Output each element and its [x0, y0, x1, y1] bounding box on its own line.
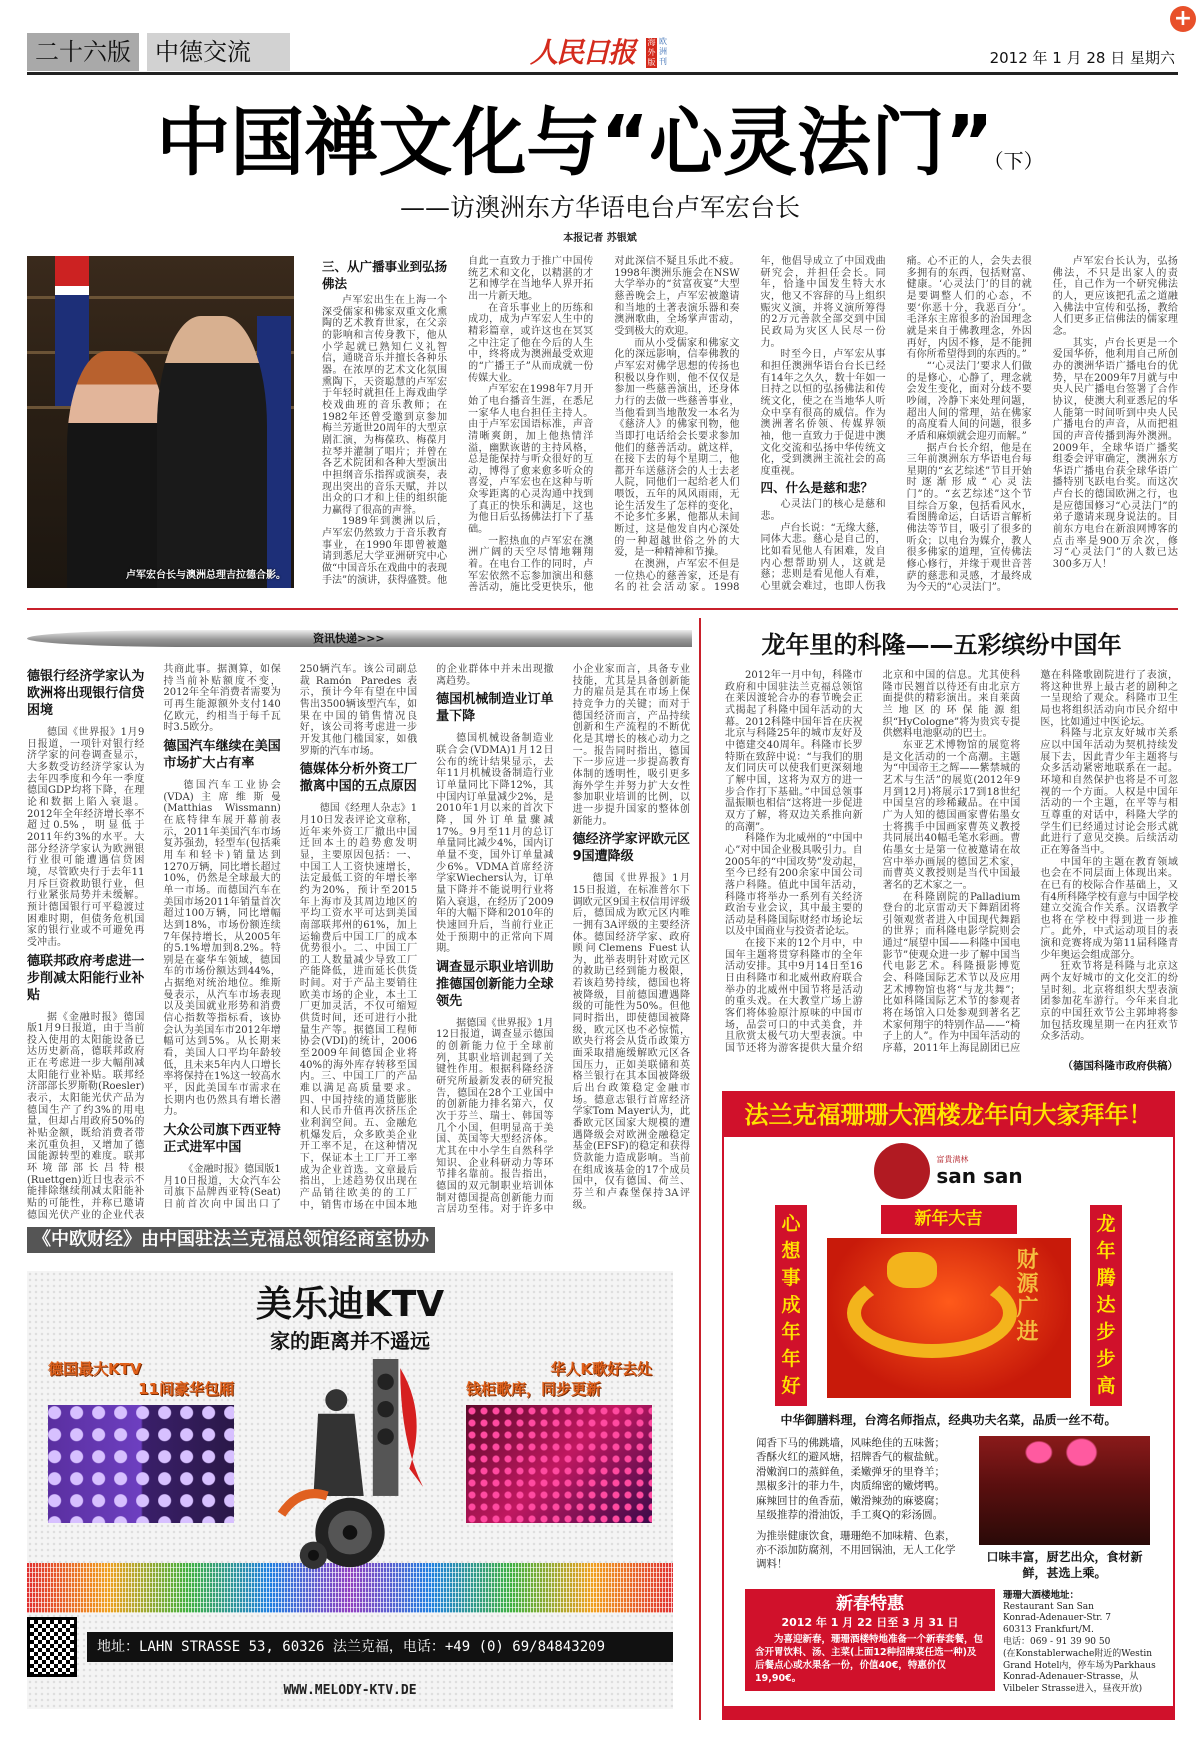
couplet-left: 心想事成年年好	[775, 1205, 807, 1406]
ktv-contact-row	[27, 1617, 673, 1677]
article-paragraph: “‘心灵法门’要求人们做的是修心，心静了，理念就会发生变化，面对分歧不要吵闹，冷静下来处理问题，超出人间的常理，站在佛家的高度看人间的问题，很多矛盾和麻烦就会迎刃而解。”	[906, 360, 1032, 442]
article-paragraph: 德国《世界报》1月15日报道，在标准普尔下调欧元区9国主权信用评级后，德国成为欧元区内唯一拥有3A评级的主要经济体。德国经济学家、政府顾问Clemens Fuest认为，此举表明针对欧元区的救助已经到能力极限，若该趋势持续，德国也将被降级，目前德国遭遇降级的可能性为50%。但他同时指出，即使德国被降级，欧元区也不必惊慌，欧央行将会从货币政策方面采取措施缓解欧元区各国压力，正如美联储和英格兰银行在其本国被降级后出台政策稳定金融市场。德意志银行首席经济学家Tom Mayer认为，此番欧元区国家大规模的遭遇降级会对欧洲金融稳定基金(EFSF)的稳定和获得贷款能力造成影响。当前在组成该基金的17个成员国中，仅有德国、荷兰、芬兰和卢森堡保持3A评级。	[572, 873, 690, 1211]
article-paragraph: 2012年一月中旬，科隆市政府和中国驻法兰克福总领馆在莱因渡轮合办的春节晚会正式揭起了科隆中国年活动的大幕。2012科隆中国年旨在庆祝北京与科隆25年的城市友好及中德建交40周年。科隆市长罗特斯在致辞中说：“与我们的朋友们同庆可以使我们更深刻地了解中国，这将为双方的进一步合作打下基础。”中国总领事温振顺也相信“这将进一步促进双方了解，将双边关系推向新的高潮”。	[725, 670, 863, 833]
article-paragraph: 德国汽车工业协会(VDA)主席维斯曼(Matthias Wissmann)在底特律车展开幕前表示，2011年美国汽车市场复苏强劲，轻型车(包括乘用车和轻卡)销量达到1270万辆，同比增长超过10%，仍然是全球最大的单一市场。而德国汽车在美国市场2011年销量首次超过100万辆，同比增幅达到18%，市场份额连续7年保持增长，从2005年的5.1%增加到8.2%。特别是在豪华车领域，德国车的市场份额达到44%，占据绝对统治地位。维斯曼表示，从汽车市场表现以及美国就业形势和消费信心指数等指标看，该协会认为美国车市2012年增幅可达到5%。从长期来看，美国人口平均年龄较低，且未来5年内人口增长率将保持在1%这一较高水平，因此美国车市需求在长期内也仍然具有增长潜力。	[163, 779, 281, 1118]
masthead-name: 人民日报	[530, 36, 635, 69]
news-brief-label: 资讯快递>>>	[313, 632, 385, 646]
article-heading: 德联邦政府考虑进一步削减太阳能行业补贴	[27, 953, 145, 1003]
article-heading: 德银行经济学家认为欧洲将出现银行信贷困境	[27, 669, 145, 719]
address-line: 电话：069 - 91 39 90 50	[1003, 1637, 1111, 1648]
singer-speaker-graphic	[255, 1359, 445, 1569]
article-heading: 四、什么是慈和悲？	[760, 480, 873, 496]
ktv-right-side	[466, 1359, 652, 1523]
article-paragraph: 德国《世界报》1月9日报道，一项针对银行经济学家的问卷调查显示，大多数受访经济学家认为去年四季度和今年一季度德国GDP均将下降，在理论和数据上陷入衰退。2012年全年经济增长率不超过0.5%，明显低于2011年约3%的水平。大部分经济学家认为欧洲银行业很可能遭遇信贷困境，尽管欧央行于去年11月斥巨资救助银行业，但行业紧张局势并未缓解。预计德国银行可平稳渡过困难时期，但债务危机国家的银行业或不可避免再受冲击。	[27, 727, 145, 948]
ktv-website[interactable]: WWW.MELODY-KTV.DE	[283, 1683, 417, 1699]
ad-title: 法兰克福珊珊大酒楼龙年向大家拜年！	[724, 1093, 1173, 1137]
greeting-center	[827, 1205, 1071, 1398]
ktv-tag: 11间豪华包厢	[138, 1380, 234, 1399]
greeting-row	[724, 1199, 1173, 1406]
article-heading: 德媒体分析外资工厂撤离中国的五点原因	[299, 762, 418, 795]
ktv-room-photo	[48, 1405, 234, 1523]
image-calligraphy: 财源广进	[1016, 1246, 1039, 1344]
article-heading: 德经济学家评欧元区9国遭降级	[572, 832, 690, 865]
news-brief-banner	[27, 630, 692, 647]
logo-chinese: 富貴满林	[936, 1154, 969, 1164]
masthead-edition: 海外版	[647, 38, 656, 67]
ktv-slogan: 家的距离并不遥远	[270, 1329, 430, 1354]
article-heading: 德国机械制造业订单量下降	[436, 692, 554, 725]
article-paragraph: 心灵法门的核心是慈和悲。	[760, 499, 886, 523]
article-paragraph: 狂欢节将是科隆与北京这两个友好城市的文化交汇的纷呈时刻。北京将组织大型表演团参加花车游行。今年来自北京的中国狂欢节公主郭坤将参加包括玫瑰星期一在内狂欢节众多活动。	[1040, 961, 1178, 1043]
page-header-area	[0, 0, 1200, 256]
article-paragraph: 时至今日，卢军宏从事和担任澳洲华语台台长已经有14年之久久，数十年如一日持之以恒的弘扬佛法和传统文化，使之在当地华人听众中享有很高的威信。作为澳洲著名侨领、传媒界领袖，他一直致力于促进中澳文化交流和弘扬中华传统文化，受到澳洲主流社会的高度重视。	[760, 349, 886, 477]
promo-body: 为喜迎新春，珊珊酒楼特地准备一个新春套餐，包含开胃饮料、汤、主菜(上面12种招牌菜任选一种)及后餐点心或水果各一份，价值40€，特惠价仅19,90€。	[755, 1633, 984, 1684]
headline-part: （下）	[993, 149, 1044, 173]
article-paragraph: 中国年的主题在教育领域也会在不同层面上体现出来。在已有的校际合作基础上，又有4所科隆学校有意与中国学校建立交流合作关系。汉语教学也将在学校中得到进一步推广。此外，中式运动项目的表演和竞赛将成为第11届科隆青少年奥运会组成部分。	[1040, 856, 1178, 961]
cologne-article-title: 龙年里的科隆——五彩缤纷中国年	[761, 631, 1122, 660]
sansan-logo	[724, 1143, 1173, 1199]
article-heading: 大众公司旗下西亚特正式进军中国	[163, 1123, 281, 1155]
plus-icon[interactable]: +	[1170, 6, 1196, 32]
article-credit: （德国科隆市政府供稿）	[1062, 1059, 1178, 1072]
header-divider	[27, 72, 1178, 75]
photo-caption: 卢军宏台长与澳洲总理吉拉德合影。	[126, 570, 286, 581]
article-paragraph: 据《金融时报》德国版1月9日报道，由于当前投入使用的太阳能设备已达历史新高，德联邦政府正在考虑进一步大幅削减太阳能行业补贴。联邦经济部部长罗斯勒(Roesler)表示，太阳能光伏产品为德国生产了约3%的用电量，但却占用政府50%的补贴金额，既给消费者带来沉重负担，又增加了德国能源转型的难度。联邦环境部部长吕特根(Ruettgen)近日也表示不能排除继续削减太阳能补贴的可能性，并称已邀请德国光伏产业的企业代表共商此事。据测算，如保持当前补贴额度不变，2012年全年消费者需要为可再生能源额外支付140亿欧元，约相当于每千瓦时3.5欧分。	[27, 664, 281, 1221]
masthead-logo	[530, 34, 680, 72]
page-title	[0, 98, 1200, 206]
main-article	[27, 256, 1178, 594]
dish-line: 滑嫩润口的蒸鲜鱼，柔嫩弹牙的里脊羊；	[756, 1465, 945, 1478]
sponsor-banner: 《中欧财经》由中国驻法兰克福总领馆经商室协办	[27, 1227, 435, 1253]
restaurant-advertisement	[722, 1091, 1175, 1720]
ktv-room-photo	[466, 1405, 652, 1523]
article-photo	[27, 256, 294, 588]
article-paragraph: 据德国《世界报》1月12日报道，调查显示德国的创新能力位于全球前列，其职业培训起到了关键性作用。根据科隆经济研究所最新发表的研究报告，德国在28个工业国中的创新能力排名第六，仅次于芬兰、瑞士、韩国等几个小国，但明显高于美国、英国等大型经济体。尤其在中小学生自然科学知识、企业科研动力等环节排名靠前。报告指出，德国的双元制职业培训体制对德国提高创新能力而言居功至伟。对于许多中小企业家而言，具备专业技能，尤其是具备创新能力的雇员是其在市场上保持竞争力的关键；而对于德国经济而言，产品持续创新和生产流程的不断优化是其增长的核心动力之一。报告同时指出，德国下一步应进一步提高教育体制的透明性，吸引更多海外学生并努力扩大女性参加职业培训的比例，以进一步提升国家的整体创新能力。	[436, 664, 690, 1216]
article-paragraph: 卢军宏在1998年7月开始了电台播音生涯，在悉尼一家华人电台担任主持人。由于卢军宏国语标准，声音清晰爽朗，加上他热情洋溢，幽默诙谐的主持风格，总是能保持与听众很好的互动，博得了愈来愈多听众的喜爱，卢军宏也在这种与听众零距离的心灵沟通中找到了真正的快乐和满足，这也为他日后弘扬佛法打下了基础。	[468, 384, 594, 536]
promotion-box	[745, 1589, 995, 1691]
issue-date: 2012 年 1 月 28 日 星期六	[989, 49, 1175, 67]
restaurant-photo	[979, 1436, 1150, 1545]
main-article-body	[322, 256, 1178, 594]
article-paragraph: 《金融时报》德国版1月10日报道，大众汽车公司旗下品牌西亚特(Seat)日前首次向中国出口了250辆汽车。该公司副总裁Ramón Paredes表示，预计今年有望在中国售出3500辆该型汽车，如果在中国的销售情况良好，该公司将考虑进一步开发其他门槛国家，如俄罗斯的汽车市场。	[163, 664, 418, 1210]
address-line: Restaurant San San	[1003, 1601, 1094, 1612]
section-divider	[27, 608, 1178, 610]
article-paragraph: 1989年到澳洲以后，卢军宏仍然致力于音乐教育事业，在1990年即曾被邀请到悉尼大学亚洲研究中心做“中国音乐在戏曲中的表现手法”的演讲，获得盛赞。他自此一直致力于推广中国传统艺术和文化，以精湛的才艺和博学在当地华人界开拓出一片新天地。	[322, 256, 594, 586]
article-paragraph: 在澳洲，卢军宏不但是一位热心的慈善家，还是有名的社会活动家。1998年，他倡导成立了中国戏曲研究会，并担任会长。同年，恰逢中国发生特大水灾，他又不容辞的马上组织赈灾义演，并将义演所筹得的2万元善款全部交到中国民政局为灾区人民尽一份力。	[614, 256, 886, 594]
promo-address-row	[724, 1581, 1173, 1706]
article-paragraph: 而从小受儒家和佛家文化的深远影响，信奉佛教的卢军宏对佛学思想的传扬也积极以身作则，他不仅仅是参加一些慈善演出，还身体力行的去做一些慈善事业，当他看到当地散发一本名为《慈济人》的佛家刊物，他当即打电话给会长要求参加他们的慈善活动。就这样，在接下去的每个星期二，他都开车送慈济会的人士去老人院，同他们一起给老人们喂饭，五年的风风雨雨，无论生活发生了怎样的变化，不论多忙多累，他都从未间断过，这是他发自内心深处的一种超越世俗之外的大爱，是一种精神和节操。	[614, 337, 740, 559]
article-paragraph: 一腔热血的卢军宏在澳洲广阔的天空尽情地翱翔着。在电台工作的同时，卢军宏依然不忘参加演出和慈善活动，施比受更快乐，他对此深信不疑且乐此不疲。1998年澳洲乐施会在NSW大学举办的“贫富夜宴”大型慈善晚会上，卢军宏被邀请和当地的土著表演乐器和奏澳洲歌曲，全场掌声雷动，受到极大的欢迎。	[468, 256, 740, 594]
article-heading: 德国汽车继续在美国市场扩大占有率	[163, 738, 281, 771]
cologne-article-body	[725, 670, 1178, 1055]
cuisine-caption: 中华御膳料理，台湾名师指点，经典功夫名菜，品质一丝不苟。	[780, 1412, 1117, 1427]
equalizer-graphic	[27, 1563, 673, 1613]
dish-line: 闻香下马的佛跳墙，风味绝佳的五味酱；	[756, 1436, 945, 1449]
ktv-left-side	[48, 1359, 234, 1523]
article-paragraph: 科隆与北京友好城市关系应以中国年活动为契机持续发展下去，因此青少年主题将与众多活动紧密地联系在一起。环境和自然保护也将是不可忽视的一个方面。人权是中国年活动的一个主题，在平等与相互尊重的对话中，科隆大学的学生们已经通过讨论会形式就此进行了意见交换。后续活动正在筹备当中。	[1040, 728, 1178, 856]
ktv-advertisement	[27, 1271, 673, 1709]
subtitle: ——访澳洲东方华语电台卢军宏台长	[399, 193, 800, 222]
dragon-dance-image	[827, 1238, 1071, 1398]
article-paragraph: 东亚艺术博物馆的展览将是文化活动的一个高潮。主题为“中国帝王之辉——紫禁城的艺术与生活”的展览(2012年9月到12月)将展示17到18世纪中国皇宫的珍稀藏品。在中国广为人知的德国画家曹佑墨女士将携手中国画家曹英义教授共同展出40幅毛笔水彩画。曹佑墨女士是第一位被邀请在故宫中举办画展的德国艺术家，而曹英义教授则是当代中国最著名的艺术家之一。	[882, 739, 1021, 891]
logo-text: san san	[936, 1163, 1023, 1188]
article-paragraph: 据卢台长介绍，他是在三年前澳洲东方华语电台每星期的“玄艺综述”节目开始时逐渐形成“心灵法门”的。“玄艺综述”这个节目综合万象，包括看风水，看图腾命运，白话语言解析佛法等节目，吸引了很多的听众；以电台为媒介，教人很多佛家的道理，宣传佛法修心修行，并缘于观世音菩萨的慈悲和灵感，才最终成为今天的“心灵法门”。	[906, 442, 1032, 594]
article-heading: 调查显示职业培训助推德国创新能力全球领先	[436, 959, 554, 1009]
promo-title: 新春特惠	[836, 1593, 904, 1614]
ktv-title: 美乐迪KTV	[255, 1284, 445, 1326]
article-paragraph: 其实，卢台长更是一个爱国华侨，他利用自己所创办的澳洲华语广播电台的优势，早在2009年7月就与中央人民广播电台签署了合作协议，使澳大利亚悉尼的华人能第一时间听到中央人民广播电台的声音，从而把祖国的声音传播到海外澳洲。2009年，全球华语广播奖组委会评审确定，澳洲东方华语广播电台获全球华语广播特别飞跃电台奖。而这次卢台长的德国欧洲之行，也是应德国修习“心灵法门”的弟子邀请来现身说法的。目前东方电台在新浪网博客的点击率是900万余次，修习“心灵法门”的人数已达300多万人！	[1052, 337, 1178, 571]
sansan-logo-icon	[874, 1143, 930, 1199]
address-line: (在Konstablerwache附近的Westin Grand Hotel内，停车场为Parkhaus Konrad-Adenauer-Strasse，从Vilbeler Strasse进入，昼夜开放)	[1003, 1648, 1156, 1695]
section-name: 中德交流	[147, 33, 290, 71]
promo-dates: 2012 年 1 月 22 日至 3 月 31 日	[781, 1615, 959, 1629]
news-briefs	[27, 664, 690, 1221]
ktv-address: 地址：LAHN STRASSE 53, 60326 法兰克福，电话：+49 (0) 69/84843209	[87, 1632, 673, 1662]
headline-text: 中国禅文化与“心灵法门”	[156, 100, 994, 186]
article-heading: 三、从广播事业到弘扬佛法	[322, 259, 448, 291]
dish-line: 香酥火红的避风塘，招牌香气的椒盐鱿。	[756, 1451, 945, 1464]
right-column	[699, 618, 1180, 1720]
address-line: Konrad-Adenauer-Str. 7	[1003, 1613, 1111, 1624]
dish-list	[756, 1436, 965, 1523]
address-label: 珊珊大酒楼地址：	[1003, 1589, 1080, 1601]
masthead-region: 欧洲刊	[659, 37, 667, 66]
new-year-greeting: 新年大吉	[881, 1205, 1017, 1234]
article-paragraph: 卢军宏台长认为，弘扬佛法，不只是出家人的责任，自己作为一个研究佛法的人，更应该把孔孟之道融入佛法中宣传和弘扬，教给人们更多正信佛法的儒家理念。	[1052, 256, 1178, 337]
ktv-tag: 钱柜歌库，同步更新	[466, 1380, 602, 1399]
article-paragraph: 卢军宏出生在上海一个深受儒家和佛家双重文化熏陶的艺术教育世家，在父亲的影响和言传身教下，他从小学起就已熟知仁义礼智信，通晓音乐并擅长各种乐器。在浓厚的艺术文化氛围熏陶下，天资聪慧的卢军宏于年轻时就担任上海戏曲学校戏曲班的音乐教师；在1982年还曾受邀到京参加梅兰芳逝世20周年的大型京剧汇演，为梅葆玖、梅葆月拉琴并灌制了唱片；并曾在各艺术院团和各种大型演出中担纲音乐指挥或演奏，表现出突出的音乐天赋，并以出众的口才和上佳的组织能力赢得了很高的声誉。	[322, 295, 448, 516]
article-paragraph: 科隆作为北威州的“中国中心”对中国企业极具吸引力。自2005年的“中国攻势”发动起，至今已经有200余家中国公司落户科隆。值此中国年活动，科隆市将举办一系列有关经济政治专业会议，其中最主要的活动是科隆国际财经市场论坛以及中国商业与投资者论坛。	[725, 833, 863, 938]
menu-info-row	[724, 1428, 1173, 1581]
article-paragraph: 在科隆剧院的Palladium登台的北京雷动天下舞蹈团将引领观赏者进入中国现代舞蹈的世界；而科隆电影学院则会通过“展望中国——科隆中国电影节”使观众进一步了解中国当代电影艺术。科隆摄影博览会、科隆国际艺术节以及应用艺术博物馆也将“与龙共舞”；比如科隆国际艺术节的参观者将在场馆入口处参观到著名艺术家何翔宇的特别作品——“椅子上的人”。作为中国年活动的序幕，2011年上海昆剧团已应邀在科隆歌剧院进行了表演，将这种世界上最古老的剧种之一呈现给了观众。科隆市卫生局也将组织活动向市民介绍中医，比如通过中医论坛。	[882, 670, 1178, 1055]
ktv-tag: 华人K歌好去处	[550, 1360, 652, 1379]
dish-line: 麻辣回甘的鱼香茄，嫩滑辣劲的麻婆腐；	[756, 1494, 945, 1507]
health-note: 为推崇健康饮食，珊珊绝不加味精、色素，亦不添加防腐剂，不用回锅油，无人工化学调料！	[756, 1529, 956, 1570]
left-column	[27, 618, 692, 1709]
couplet-right: 龙年腾达步步高	[1090, 1205, 1122, 1406]
byline: 本报记者 苏银斌	[563, 233, 637, 244]
lower-section	[27, 618, 1200, 1720]
dish-line: 黑椒多汁的菲力牛，肉质绵密的嫩烤鸭。	[756, 1480, 945, 1493]
edition-number: 二十六版	[27, 33, 139, 71]
article-paragraph: 在音乐事业上的历练和成功，成为卢军宏人生中的精彩篇章，或许这也在冥冥之中注定了他在今后的人生中，终将成为澳洲最受欢迎的“广播王子”从而成就一份传媒大业。	[468, 302, 594, 384]
article-paragraph: 在接下来的12个月中，中国年主题将贯穿科隆市的全年活动安排。其中9月14日至16日由科隆市和北威州政府联合举办的北威州中国节将是活动的重头戏。在大教堂广场上游客们将体验原汁原味的中国市场，品尝可口的中式美食，并且欣赏太极气功大型表演。中国节还将为游客提供大量介绍北京和中国的信息。尤其使科隆市民翘首以待还有由北京方面提供的精彩演出。来自莱茵兰地区的环保能源组织“HyCologne”将为贵宾专提供燃料电池驱动的巴士。	[725, 670, 1021, 1055]
article-paragraph: 德国《经理人杂志》1月10日发表评论文章称，近年来外资工厂撤出中国迁回本土的趋势愈发明显，主要原因包括：一、中国工人工资快速增长，法定最低工资的年增长率约为20%，预计至2015年上海市及其周边地区的平均工资水平可达到美国南部联邦州的61%，加上运输费后中国工厂的成本优势很小。二、中国工厂的工人数量减少导致工厂产能降低，进而延长供货时间。对于产品主要销往欧美市场的企业，本土工厂更加灵活，不仅可缩短供货时间，还可进行小批量生产等。据德国工程师协会(VDI)的统计，2006至2009年间德国企业将40%的海外库存转移至国内。三、中国工厂的产品难以满足高质量要求。四、中国持续的通货膨胀和人民币升值再次挤压企业利润空间。五、金融危机爆发后，众多欧美企业开工率不足，在这种情况下，保证本土工厂开工率成为企业首选。文章最后指出，上述趋势仅出现在产品销往欧美的的工厂中，销售市场在中国本地的企业群体中并未出现撤离趋势。	[299, 664, 554, 1211]
ad-bottom-bar	[724, 1706, 1173, 1718]
qr-code-icon	[27, 1617, 77, 1677]
ktv-tag: 德国最大KTV	[48, 1360, 142, 1379]
article-paragraph: 德国机械设备制造业联合会(VDMA)1月12日公布的统计结果显示，去年11月机械设备制造行业订单量同比下降12%，其中国内订单量减少2%，是2010年1月以来的首次下降，国外订单量骤减17%。9月至11月的总订单量同比减少4%，国内订单量不变，国外订单量减少6%。VDMA首席经济学家Wiechers认为，订单量下降并不能说明行业将陷入衰退，在经历了2009年的大幅下降和2010年的快速回升后，当前行业正处于预期中的正常向下周期。	[436, 733, 554, 955]
photo-caption: 口味丰富，厨艺出众，食材新鲜，甚选上乘。	[986, 1549, 1143, 1580]
restaurant-address	[1003, 1589, 1166, 1696]
ktv-feature-row	[27, 1353, 673, 1569]
dish-line: 星级推荐的滑油饭，手工爽Q的彩汤圆。	[756, 1509, 944, 1522]
article-paragraph: 卢台长说：“无缘大慈，同体大悲。慈心是自己的，比如看见他人有困难，发自内心想帮助别人，这就是慈；悲则是看见他人有难，心里就会难过，也即人伤我痛。心不正的人，会失去很多拥有的东西，包括财富、健康。‘心灵法门’的目的就是要调整人们的心态，不要‘你恶十分，我恶百分’。毛泽东主席很多的治国理念就是来自于佛教理念，外因再好，内因不修，是不能拥有你所希望得到的东西的。”	[760, 256, 1032, 593]
address-line: 60313 Frankfurt/M.	[1003, 1625, 1094, 1636]
